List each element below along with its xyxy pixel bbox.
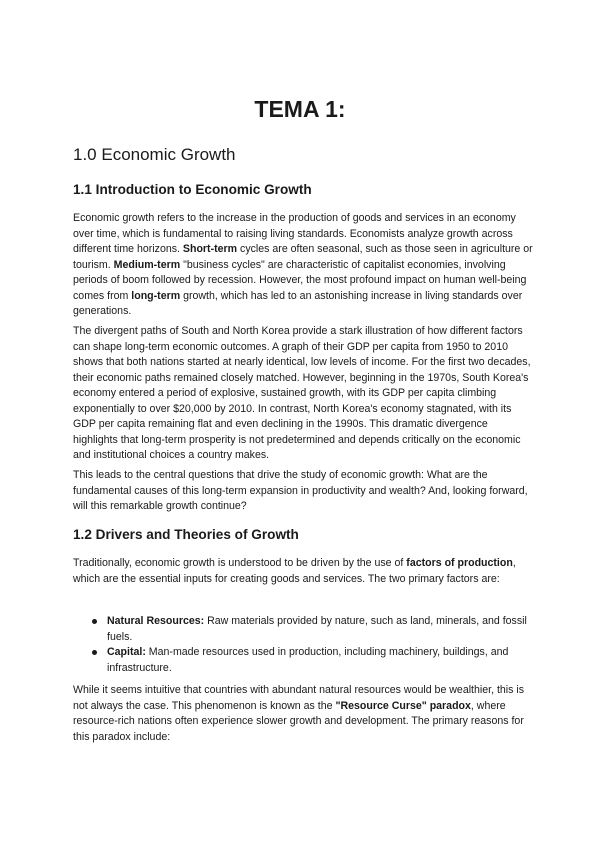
- factors-list: [92, 614, 532, 676]
- list-item-label: Capital:: [107, 646, 146, 658]
- text-run: , which are the essential inputs for creating goods and services. The two primary factors are:: [73, 557, 516, 585]
- text-run: Economic growth refers to the increase in the production of goods and services in an economy over time, which is fundamental to raising living standards. Economists analyze growth across different time horizons.: [73, 212, 516, 255]
- bullet-icon: [92, 650, 97, 655]
- bold-term-long-term: long-term: [131, 289, 181, 302]
- bullet-icon: [92, 619, 97, 624]
- text-run: "business cycles" are characteristic of capitalist economies, involving periods of boom followed by recession. However, the most profound impact on human well-being comes from: [73, 258, 527, 302]
- text-run: growth, which has led to an astonishing increase in living standards over generations.: [73, 289, 523, 317]
- section-heading-economic-growth: 1.0 Economic Growth: [73, 145, 236, 164]
- paragraph-central-questions: This leads to the central questions that drive the study of economic growth: What are the fundamental causes of this long-term expansion in productivity and wealth? And, looking forward, will this remarkable growth continue?: [73, 469, 528, 512]
- list-item-text: Raw materials provided by nature, such as land, minerals, and fossil fuels.: [107, 615, 527, 643]
- list-item-label: Natural Resources:: [107, 615, 205, 627]
- text-run: , where resource-rich nations often experience slower growth and development. The primary reasons for this paradox include:: [73, 699, 524, 743]
- text-run: Traditionally, economic growth is understood to be driven by the use of: [73, 557, 407, 569]
- bold-term-medium-term: Medium-term: [113, 258, 181, 271]
- list-item-text: Man-made resources used in production, including machinery, buildings, and infrastructure.: [107, 646, 509, 674]
- subsection-heading-introduction: 1.1 Introduction to Economic Growth: [73, 182, 312, 197]
- list-item-natural-resources: [92, 614, 532, 645]
- text-run: cycles are often seasonal, such as those seen in agriculture or tourism.: [73, 243, 533, 271]
- bold-term-factors-of-production: factors of production: [406, 557, 513, 569]
- text-run: While it seems intuitive that countries with abundant natural resources would be wealthier, this is not always the case. This phenomenon is known as the: [73, 684, 525, 712]
- paragraph-introduction: [73, 211, 533, 320]
- subsection-heading-drivers: 1.2 Drivers and Theories of Growth: [73, 527, 299, 542]
- bold-term-resource-curse: "Resource Curse" paradox: [335, 699, 471, 712]
- paragraph-korea-comparison: The divergent paths of South and North Korea provide a stark illustration of how different factors can shape long-term economic outcomes. A graph of their GDP per capita from 1950 to 2010 shows that both nations started at nearly identical, low levels of income. For the first two decades, their economic paths remained closely matched. However, beginning in the 1970s, South Korea's economy entered a period of explosive, sustained growth, with its GDP per capita climbing exponentially to over $20,000 by 2010. In contrast, North Korea's economy stagnated, with its GDP per capita remaining flat and even declining in the 1990s. This dramatic divergence highlights that long-term prosperity is not predetermined and depends critically on the economic and institutional choices a country makes.: [73, 325, 531, 461]
- paragraph-factors-of-production: [73, 556, 533, 587]
- document-title: TEMA 1:: [254, 96, 346, 122]
- bold-term-short-term: Short-term: [182, 243, 238, 255]
- list-item-capital: [92, 645, 532, 676]
- paragraph-resource-curse: [73, 683, 533, 745]
